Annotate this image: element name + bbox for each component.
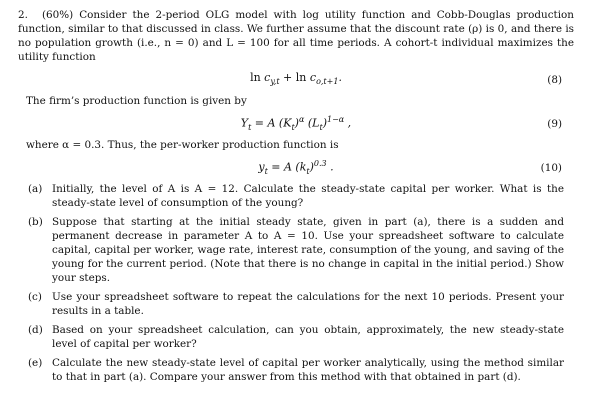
per-worker-equation: $y_t = A$ $(k_t)^{0.3}$ . — [258, 159, 334, 176]
part-text: Suppose that starting at the initial steady state, given in part (a), there is a sudden and permanent decrease in parameter A to A = 10. Use your spreadsheet software to calculate capital, capital per worker, wage rate, interest rate, consumption of the young, and saving of the young for the current period. (Note that there is no change in capital in the initial period.) Show your steps. — [52, 216, 564, 284]
production-function-row — [18, 115, 574, 133]
part-label: (c) — [28, 291, 42, 303]
per-worker-equation-number: (10) — [540, 162, 562, 174]
per-worker-text: where α = 0.3. Thus, the per-worker production function is — [26, 139, 339, 151]
part-b — [18, 215, 574, 285]
part-label: (d) — [28, 324, 43, 336]
part-text: Based on your spreadsheet calculation, can you obtain, approximately, the new steady-state level of capital per worker? — [52, 324, 564, 350]
production-function-number: (9) — [547, 118, 562, 130]
problem-intro — [18, 8, 574, 64]
per-worker-equation-row — [18, 159, 574, 177]
utility-equation-number: (8) — [547, 74, 562, 86]
problem-parts-list — [18, 182, 574, 384]
part-c — [18, 290, 574, 318]
part-text: Calculate the new steady-state level of capital per worker analytically, using the method similar to that in part (a). Compare your answer from this method with that obtained in part (d). — [52, 357, 564, 383]
production-function-equation: $Y_t = A$ $(K_t)^\alpha$ $(L_t)^{1-\alpha}$ , — [240, 115, 352, 132]
part-d — [18, 323, 574, 351]
part-label: (e) — [28, 357, 43, 369]
part-a — [18, 182, 574, 210]
part-label: (a) — [28, 183, 43, 195]
part-text: Initially, the level of A is A = 12. Calculate the steady-state capital per worker. What is the steady-state level of consumption of the young? — [52, 183, 564, 209]
utility-equation: $\ln c_{y,t} + \ln c_{o,t+1}$. — [250, 70, 342, 87]
problem-number: 2. — [18, 9, 28, 21]
part-e — [18, 356, 574, 384]
firm-production-text: The firm’s production function is given by — [26, 95, 247, 107]
part-label: (b) — [28, 216, 43, 228]
problem-text: (60%) Consider the 2-period OLG model with log utility function and Cobb-Douglas production function, similar to that discussed in class. We further assume that the discount rate (ρ) is 0, and there is no population growth (i.e., n = 0) and L = 100 for all time periods. A cohort-t individual maximizes the utility function — [18, 9, 574, 63]
part-text: Use your spreadsheet software to repeat the calculations for the next 10 periods. Present your results in a table. — [52, 291, 564, 317]
utility-equation-row — [18, 71, 574, 89]
